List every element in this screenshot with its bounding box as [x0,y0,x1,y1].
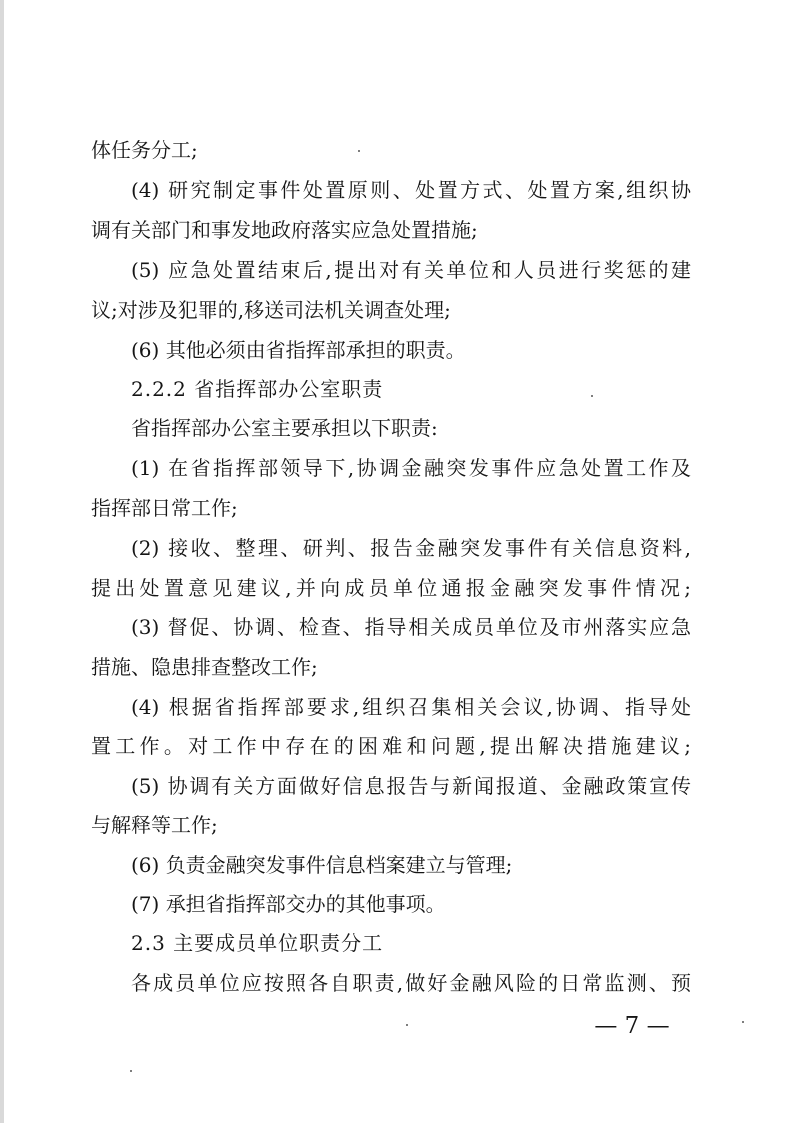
text-line: (7) 承担省指挥部交办的其他事项。 [131,892,446,916]
text-line: 省指挥部办公室主要承担以下职责: [131,416,438,440]
text-line: 与解释等工作; [91,813,218,837]
text-line: (4) 研究制定事件处置原则、处置方式、处置方案,组织协 [131,178,691,202]
text-line: 体任务分工; [91,138,198,162]
text-line: 措施、隐患排查整改工作; [91,655,318,679]
page-number: — 7 — [594,1013,670,1039]
text-line: 置工作。对工作中存在的困难和问题,提出解决措施建议; [91,734,691,758]
text-line: (6) 其他必须由省指挥部承担的职责。 [131,338,466,362]
scan-speck [358,150,360,152]
scan-speck [591,395,593,397]
text-line: 指挥部日常工作; [91,496,238,520]
text-line: 调有关部门和事发地政府落实应急处置措施; [91,218,478,242]
text-line: (6) 负责金融突发事件信息档案建立与管理; [131,853,513,877]
scan-edge [0,0,4,1123]
text-line: (1) 在省指挥部领导下,协调金融突发事件应急处置工作及 [131,456,691,480]
scan-speck [130,1070,132,1072]
section-heading: 2.3 主要成员单位职责分工 [131,931,384,955]
text-line: (5) 协调有关方面做好信息报告与新闻报道、金融政策宣传 [131,774,691,798]
text-line: (3) 督促、协调、检查、指导相关成员单位及市州落实应急 [131,615,691,639]
text-line: (5) 应急处置结束后,提出对有关单位和人员进行奖惩的建 [131,258,691,282]
text-line: (2) 接收、整理、研判、报告金融突发事件有关信息资料, [131,536,691,560]
text-line: 各成员单位应按照各自职责,做好金融风险的日常监测、预 [131,971,691,995]
text-line: (4) 根据省指挥部要求,组织召集相关会议,协调、指导处 [131,695,691,719]
section-heading: 2.2.2 省指挥部办公室职责 [131,377,384,401]
scan-speck [406,1024,408,1026]
text-line: 议;对涉及犯罪的,移送司法机关调查处理; [91,298,451,322]
scan-speck [742,1021,744,1023]
text-line: 提出处置意见建议,并向成员单位通报金融突发事件情况; [91,576,691,600]
